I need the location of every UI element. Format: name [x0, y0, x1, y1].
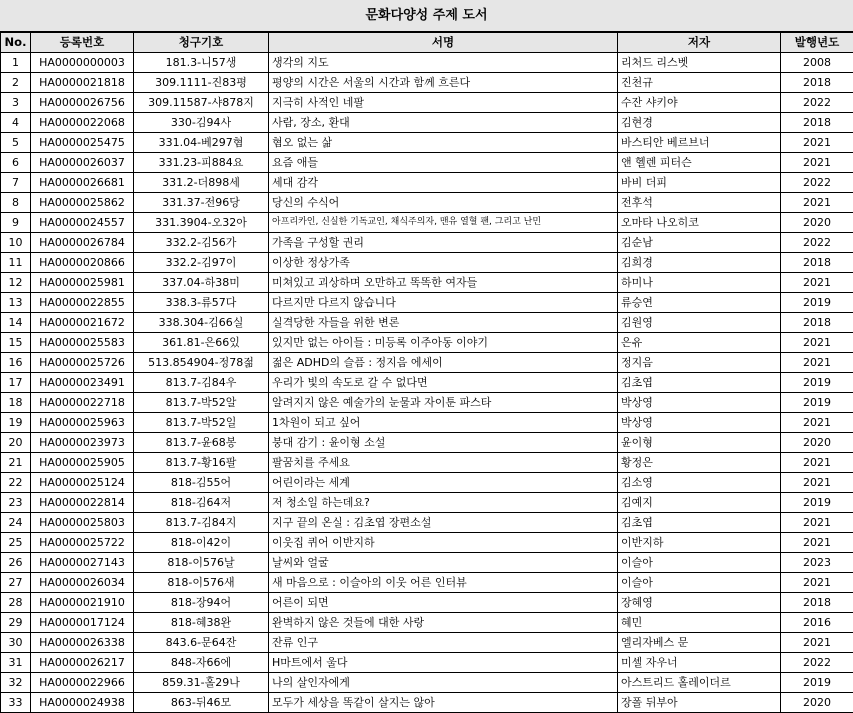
table-row [1, 513, 853, 533]
cell-year[interactable]: 2018 [781, 313, 853, 333]
table-row [1, 193, 853, 213]
cell-author[interactable]: 김초엽 [618, 513, 781, 533]
cell-no[interactable]: 16 [1, 353, 31, 373]
cell-no[interactable]: 22 [1, 473, 31, 493]
cell-year[interactable]: 2021 [781, 533, 853, 553]
header-call-number[interactable]: 청구기호 [134, 33, 269, 53]
cell-title[interactable]: 팔꿈치를 주세요 [269, 453, 618, 473]
cell-title[interactable]: 사람, 장소, 환대 [269, 113, 618, 133]
cell-reg-number[interactable]: HA0000025905 [31, 453, 134, 473]
cell-title[interactable]: 혐오 없는 삶 [269, 133, 618, 153]
cell-year[interactable]: 2021 [781, 513, 853, 533]
cell-call-number[interactable]: 818-혜38완 [134, 613, 269, 633]
cell-no[interactable]: 10 [1, 233, 31, 253]
cell-reg-number[interactable]: HA0000022718 [31, 393, 134, 413]
cell-year[interactable]: 2021 [781, 273, 853, 293]
cell-title[interactable]: 어른이 되면 [269, 593, 618, 613]
cell-author[interactable]: 오마타 나오히코 [618, 213, 781, 233]
cell-author[interactable]: 수잔 샤키야 [618, 93, 781, 113]
cell-title[interactable]: 알려지지 않은 예술가의 눈물과 자이툰 파스타 [269, 393, 618, 413]
cell-call-number[interactable]: 309.1111-진83평 [134, 73, 269, 93]
cell-author[interactable]: 혜민 [618, 613, 781, 633]
cell-call-number[interactable]: 818-김55어 [134, 473, 269, 493]
table-row [1, 73, 853, 93]
cell-title[interactable]: 새 마음으로 : 이슬아의 이웃 어른 인터뷰 [269, 573, 618, 593]
cell-author[interactable]: 미셸 자우너 [618, 653, 781, 673]
cell-no[interactable]: 12 [1, 273, 31, 293]
cell-year[interactable]: 2019 [781, 673, 853, 693]
cell-call-number[interactable]: 331.04-베297혐 [134, 133, 269, 153]
table-row [1, 633, 853, 653]
cell-call-number[interactable]: 818-이576날 [134, 553, 269, 573]
cell-call-number[interactable]: 813.7-황16팔 [134, 453, 269, 473]
cell-no[interactable]: 14 [1, 313, 31, 333]
header-no[interactable]: No. [1, 33, 31, 53]
table-row [1, 553, 853, 573]
table-row [1, 453, 853, 473]
cell-reg-number[interactable]: HA0000027143 [31, 553, 134, 573]
cell-title[interactable]: 이웃집 퀴어 이반지하 [269, 533, 618, 553]
cell-year[interactable]: 2021 [781, 573, 853, 593]
table-row [1, 253, 853, 273]
cell-call-number[interactable]: 337.04-하38미 [134, 273, 269, 293]
cell-year[interactable]: 2020 [781, 213, 853, 233]
table-row [1, 213, 853, 233]
cell-no[interactable]: 29 [1, 613, 31, 633]
cell-title[interactable]: 세대 감각 [269, 173, 618, 193]
table-row [1, 333, 853, 353]
cell-reg-number[interactable]: HA0000026217 [31, 653, 134, 673]
cell-year[interactable]: 2021 [781, 413, 853, 433]
cell-author[interactable]: 김순남 [618, 233, 781, 253]
table-row [1, 133, 853, 153]
cell-title[interactable]: 젊은 ADHD의 슬픔 : 정지음 에세이 [269, 353, 618, 373]
cell-reg-number[interactable]: HA0000025124 [31, 473, 134, 493]
cell-year[interactable]: 2021 [781, 133, 853, 153]
cell-author[interactable]: 아스트리드 홀레이더르 [618, 673, 781, 693]
table-row [1, 393, 853, 413]
table-row [1, 233, 853, 253]
cell-year[interactable]: 2021 [781, 153, 853, 173]
table-row [1, 673, 853, 693]
cell-no[interactable]: 17 [1, 373, 31, 393]
cell-title[interactable]: 아프리카인, 신실한 기독교인, 채식주의자, 맨유 열혈 팬, 그리고 난민 [269, 213, 618, 233]
table-row [1, 653, 853, 673]
cell-title[interactable]: 잔류 인구 [269, 633, 618, 653]
header-author[interactable]: 저자 [618, 33, 781, 53]
cell-reg-number[interactable]: HA0000023973 [31, 433, 134, 453]
cell-year[interactable]: 2022 [781, 653, 853, 673]
cell-no[interactable]: 24 [1, 513, 31, 533]
cell-author[interactable]: 김원영 [618, 313, 781, 333]
table-row [1, 593, 853, 613]
header-title[interactable]: 서명 [269, 33, 618, 53]
cell-no[interactable]: 27 [1, 573, 31, 593]
cell-title[interactable]: 저 청소일 하는데요? [269, 493, 618, 513]
cell-year[interactable]: 2021 [781, 453, 853, 473]
table-row [1, 613, 853, 633]
cell-author[interactable]: 김예지 [618, 493, 781, 513]
cell-call-number[interactable]: 863-뒤46모 [134, 693, 269, 713]
cell-call-number[interactable]: 843.6-문64잔 [134, 633, 269, 653]
table-row [1, 473, 853, 493]
cell-title[interactable]: 요즘 애들 [269, 153, 618, 173]
cell-title[interactable]: 생각의 지도 [269, 53, 618, 73]
cell-title[interactable]: 당신의 수식어 [269, 193, 618, 213]
cell-reg-number[interactable]: HA0000017124 [31, 613, 134, 633]
cell-reg-number[interactable]: HA0000025862 [31, 193, 134, 213]
cell-reg-number[interactable]: HA0000026784 [31, 233, 134, 253]
cell-author[interactable]: 이슬아 [618, 573, 781, 593]
cell-year[interactable]: 2008 [781, 53, 853, 73]
cell-author[interactable]: 바스티안 베르브너 [618, 133, 781, 153]
cell-year[interactable]: 2021 [781, 333, 853, 353]
cell-reg-number[interactable]: HA0000022966 [31, 673, 134, 693]
cell-reg-number[interactable]: HA0000026681 [31, 173, 134, 193]
cell-title[interactable]: 모두가 세상을 똑같이 살지는 않아 [269, 693, 618, 713]
header-row [1, 33, 853, 53]
cell-title[interactable]: 완벽하지 않은 것들에 대한 사랑 [269, 613, 618, 633]
cell-year[interactable]: 2021 [781, 473, 853, 493]
cell-title[interactable]: 다르지만 다르지 않습니다 [269, 293, 618, 313]
cell-reg-number[interactable]: HA0000025981 [31, 273, 134, 293]
cell-call-number[interactable]: 331.37-전96당 [134, 193, 269, 213]
cell-no[interactable]: 8 [1, 193, 31, 213]
cell-author[interactable]: 엘리자베스 문 [618, 633, 781, 653]
cell-title[interactable]: 지구 끝의 온실 : 김초엽 장편소설 [269, 513, 618, 533]
table-row [1, 173, 853, 193]
cell-author[interactable]: 장혜영 [618, 593, 781, 613]
cell-author[interactable]: 김초엽 [618, 373, 781, 393]
cell-reg-number[interactable]: HA0000022814 [31, 493, 134, 513]
cell-call-number[interactable]: 813.7-김84우 [134, 373, 269, 393]
table-row [1, 273, 853, 293]
cell-no[interactable]: 3 [1, 93, 31, 113]
cell-author[interactable]: 장폴 뒤부아 [618, 693, 781, 713]
cell-call-number[interactable]: 338.304-김66실 [134, 313, 269, 333]
cell-call-number[interactable]: 513.854904-정78젊 [134, 353, 269, 373]
cell-year[interactable]: 2020 [781, 693, 853, 713]
cell-call-number[interactable]: 813.7-박52일 [134, 413, 269, 433]
cell-title[interactable]: H마트에서 울다 [269, 653, 618, 673]
cell-year[interactable]: 2018 [781, 113, 853, 133]
cell-title[interactable]: 날씨와 얼굴 [269, 553, 618, 573]
cell-title[interactable]: 어린이라는 세계 [269, 473, 618, 493]
cell-reg-number[interactable]: HA0000020866 [31, 253, 134, 273]
cell-reg-number[interactable]: HA0000025583 [31, 333, 134, 353]
cell-title[interactable]: 1차원이 되고 싶어 [269, 413, 618, 433]
cell-call-number[interactable]: 813.7-윤68봉 [134, 433, 269, 453]
cell-call-number[interactable]: 818-이576새 [134, 573, 269, 593]
cell-year[interactable]: 2022 [781, 93, 853, 113]
cell-author[interactable]: 전후석 [618, 193, 781, 213]
cell-author[interactable]: 박상영 [618, 413, 781, 433]
cell-reg-number[interactable]: HA0000021818 [31, 73, 134, 93]
cell-call-number[interactable]: 309.11587-샤878지 [134, 93, 269, 113]
table-row [1, 413, 853, 433]
cell-call-number[interactable]: 181.3-니57생 [134, 53, 269, 73]
cell-no[interactable]: 20 [1, 433, 31, 453]
table-row [1, 433, 853, 453]
cell-call-number[interactable]: 818-장94어 [134, 593, 269, 613]
cell-author[interactable]: 하미나 [618, 273, 781, 293]
cell-no[interactable]: 23 [1, 493, 31, 513]
cell-title[interactable]: 붕대 감기 : 윤이형 소설 [269, 433, 618, 453]
cell-title[interactable]: 실격당한 자들을 위한 변론 [269, 313, 618, 333]
cell-no[interactable]: 7 [1, 173, 31, 193]
cell-title[interactable]: 미쳐있고 괴상하며 오만하고 똑똑한 여자들 [269, 273, 618, 293]
cell-year[interactable]: 2016 [781, 613, 853, 633]
cell-year[interactable]: 2019 [781, 393, 853, 413]
cell-author[interactable]: 이반지하 [618, 533, 781, 553]
cell-call-number[interactable]: 338.3-류57다 [134, 293, 269, 313]
table-row [1, 533, 853, 553]
cell-year[interactable]: 2018 [781, 593, 853, 613]
cell-year[interactable]: 2019 [781, 493, 853, 513]
cell-reg-number[interactable]: HA0000025475 [31, 133, 134, 153]
cell-year[interactable]: 2018 [781, 253, 853, 273]
cell-reg-number[interactable]: HA0000023491 [31, 373, 134, 393]
table-row [1, 313, 853, 333]
cell-author[interactable]: 류승연 [618, 293, 781, 313]
sheet-title: 문화다양성 주제 도서 [0, 0, 853, 32]
cell-author[interactable]: 이슬아 [618, 553, 781, 573]
cell-no[interactable]: 33 [1, 693, 31, 713]
cell-call-number[interactable]: 818-김64저 [134, 493, 269, 513]
cell-year[interactable]: 2018 [781, 73, 853, 93]
table-row [1, 353, 853, 373]
cell-author[interactable]: 황정은 [618, 453, 781, 473]
cell-author[interactable]: 김소영 [618, 473, 781, 493]
cell-reg-number[interactable]: HA0000025726 [31, 353, 134, 373]
table-row [1, 293, 853, 313]
cell-no[interactable]: 5 [1, 133, 31, 153]
cell-reg-number[interactable]: HA0000025803 [31, 513, 134, 533]
book-table [0, 32, 853, 713]
cell-no[interactable]: 28 [1, 593, 31, 613]
cell-title[interactable]: 평양의 시간은 서울의 시간과 함께 흐른다 [269, 73, 618, 93]
cell-call-number[interactable]: 330-김94사 [134, 113, 269, 133]
cell-no[interactable]: 2 [1, 73, 31, 93]
cell-call-number[interactable]: 361.81-은66있 [134, 333, 269, 353]
cell-no[interactable]: 9 [1, 213, 31, 233]
table-row [1, 113, 853, 133]
cell-no[interactable]: 13 [1, 293, 31, 313]
cell-author[interactable]: 박상영 [618, 393, 781, 413]
table-row [1, 53, 853, 73]
cell-no[interactable]: 25 [1, 533, 31, 553]
cell-call-number[interactable]: 331.23-피884요 [134, 153, 269, 173]
cell-no[interactable]: 11 [1, 253, 31, 273]
cell-year[interactable]: 2019 [781, 293, 853, 313]
cell-no[interactable]: 18 [1, 393, 31, 413]
header-year[interactable]: 발행년도 [781, 33, 853, 53]
cell-call-number[interactable]: 331.3904-오32아 [134, 213, 269, 233]
cell-call-number[interactable]: 332.2-김97이 [134, 253, 269, 273]
table-row [1, 153, 853, 173]
cell-no[interactable]: 6 [1, 153, 31, 173]
cell-title[interactable]: 있지만 없는 아이들 : 미등록 이주아동 이야기 [269, 333, 618, 353]
cell-author[interactable]: 앤 헬렌 피터슨 [618, 153, 781, 173]
cell-year[interactable]: 2020 [781, 433, 853, 453]
cell-author[interactable]: 은유 [618, 333, 781, 353]
cell-call-number[interactable]: 818-이42이 [134, 533, 269, 553]
cell-reg-number[interactable]: HA0000022855 [31, 293, 134, 313]
cell-reg-number[interactable]: HA0000026037 [31, 153, 134, 173]
cell-reg-number[interactable]: HA0000026034 [31, 573, 134, 593]
cell-no[interactable]: 4 [1, 113, 31, 133]
table-row [1, 573, 853, 593]
cell-author[interactable]: 리처드 리스벳 [618, 53, 781, 73]
table-row [1, 493, 853, 513]
cell-reg-number[interactable]: HA0000026338 [31, 633, 134, 653]
cell-author[interactable]: 정지음 [618, 353, 781, 373]
cell-reg-number[interactable]: HA0000000003 [31, 53, 134, 73]
cell-year[interactable]: 2022 [781, 173, 853, 193]
cell-author[interactable]: 김희경 [618, 253, 781, 273]
cell-year[interactable]: 2019 [781, 373, 853, 393]
cell-no[interactable]: 19 [1, 413, 31, 433]
cell-call-number[interactable]: 813.7-박52알 [134, 393, 269, 413]
cell-reg-number[interactable]: HA0000022068 [31, 113, 134, 133]
cell-reg-number[interactable]: HA0000024938 [31, 693, 134, 713]
cell-reg-number[interactable]: HA0000026756 [31, 93, 134, 113]
cell-year[interactable]: 2022 [781, 233, 853, 253]
cell-title[interactable]: 가족을 구성할 권리 [269, 233, 618, 253]
cell-no[interactable]: 32 [1, 673, 31, 693]
cell-reg-number[interactable]: HA0000024557 [31, 213, 134, 233]
cell-reg-number[interactable]: HA0000021672 [31, 313, 134, 333]
cell-call-number[interactable]: 813.7-김84지 [134, 513, 269, 533]
cell-year[interactable]: 2021 [781, 633, 853, 653]
cell-author[interactable]: 진천규 [618, 73, 781, 93]
cell-call-number[interactable]: 332.2-김56가 [134, 233, 269, 253]
table-row [1, 93, 853, 113]
table-row [1, 373, 853, 393]
cell-call-number[interactable]: 331.2-더898세 [134, 173, 269, 193]
cell-title[interactable]: 이상한 정상가족 [269, 253, 618, 273]
cell-no[interactable]: 21 [1, 453, 31, 473]
cell-no[interactable]: 26 [1, 553, 31, 573]
cell-no[interactable]: 31 [1, 653, 31, 673]
cell-author[interactable]: 김현경 [618, 113, 781, 133]
cell-author[interactable]: 윤이형 [618, 433, 781, 453]
cell-year[interactable]: 2021 [781, 353, 853, 373]
cell-reg-number[interactable]: HA0000021910 [31, 593, 134, 613]
table-row [1, 693, 853, 713]
cell-no[interactable]: 15 [1, 333, 31, 353]
cell-no[interactable]: 1 [1, 53, 31, 73]
cell-call-number[interactable]: 859.31-홀29나 [134, 673, 269, 693]
cell-year[interactable]: 2021 [781, 193, 853, 213]
cell-reg-number[interactable]: HA0000025722 [31, 533, 134, 553]
cell-title[interactable]: 우리가 빛의 속도로 갈 수 없다면 [269, 373, 618, 393]
cell-author[interactable]: 바비 더피 [618, 173, 781, 193]
cell-call-number[interactable]: 848-자66에 [134, 653, 269, 673]
cell-year[interactable]: 2023 [781, 553, 853, 573]
cell-reg-number[interactable]: HA0000025963 [31, 413, 134, 433]
cell-title[interactable]: 지극히 사적인 네팔 [269, 93, 618, 113]
cell-title[interactable]: 나의 살인자에게 [269, 673, 618, 693]
header-reg-number[interactable]: 등록번호 [31, 33, 134, 53]
cell-no[interactable]: 30 [1, 633, 31, 653]
